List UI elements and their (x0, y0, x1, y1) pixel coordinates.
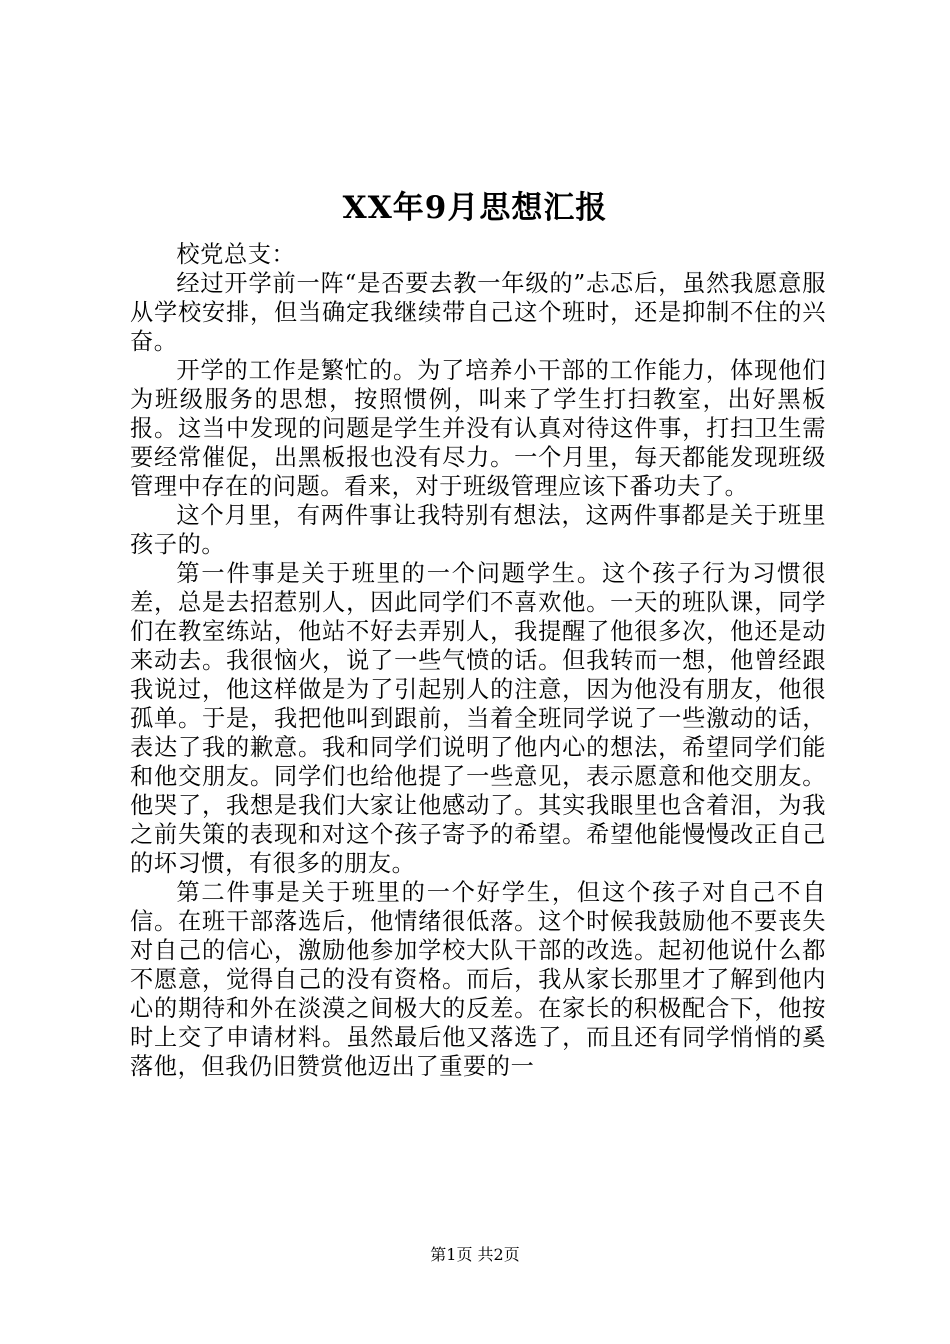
page-footer (0, 1244, 950, 1266)
paragraph-5: 第二件事是关于班里的一个好学生，但这个孩子对自己不自信。在班干部落选后，他情绪很低落。这个时候我鼓励他不要丧失对自己的信心，激励他参加学校大队干部的改选。起初他说什么都不愿意，觉得自己的没有资格。而后，我从家长那里才了解到他内心的期待和外在淡漠之间极大的反差。在家长的积极配合下，他按时上交了申请材料。虽然最后他又落选了，而且还有同学悄悄的奚落他，但我仍旧赞赏他迈出了重要的一 (130, 879, 826, 1080)
page-number: 第1页 (430, 1245, 473, 1264)
paragraph-3: 这个月里，有两件事让我特别有想法，这两件事都是关于班里孩子的。 (130, 502, 826, 558)
paragraph-1: 经过开学前一阵“是否要去教一年级的”忐忑后，虽然我愿意服从学校安排，但当确定我继续带自己这个班时，还是抑制不住的兴奋。 (130, 270, 826, 355)
salutation: 校党总支： (176, 241, 296, 268)
page-total: 共2页 (477, 1245, 520, 1264)
document-body (130, 240, 826, 1081)
paragraph-2: 开学的工作是繁忙的。为了培养小干部的工作能力，体现他们为班级服务的思想，按照惯例，叫来了学生打扫教室，出好黑板报。这当中发现的问题是学生并没有认真对待这件事，打扫卫生需要经常催促，出黑板报也没有尽力。一个月里，每天都能发现班级管理中存在的问题。看来，对于班级管理应该下番功夫了。 (130, 357, 826, 500)
document-title: XX年9月思想汇报 (342, 190, 608, 226)
paragraph-4: 第一件事是关于班里的一个问题学生。这个孩子行为习惯很差，总是去招惹别人，因此同学们不喜欢他。一天的班队课，同学们在教室练站，他站不好去弄别人，我提醒了他很多次，他还是动来动去。我很恼火，说了一些气愤的话。但我转而一想，他曾经跟我说过，他这样做是为了引起别人的注意，因为他没有朋友，他很孤单。于是，我把他叫到跟前，当着全班同学说了一些激动的话，表达了我的歉意。我和同学们说明了他内心的想法，希望同学们能和他交朋友。同学们也给他提了一些意见，表示愿意和他交朋友。他哭了，我想是我们大家让他感动了。其实我眼里也含着泪，为我之前失策的表现和对这个孩子寄予的希望。希望他能慢慢改正自己的坏习惯，有很多的朋友。 (130, 560, 826, 877)
